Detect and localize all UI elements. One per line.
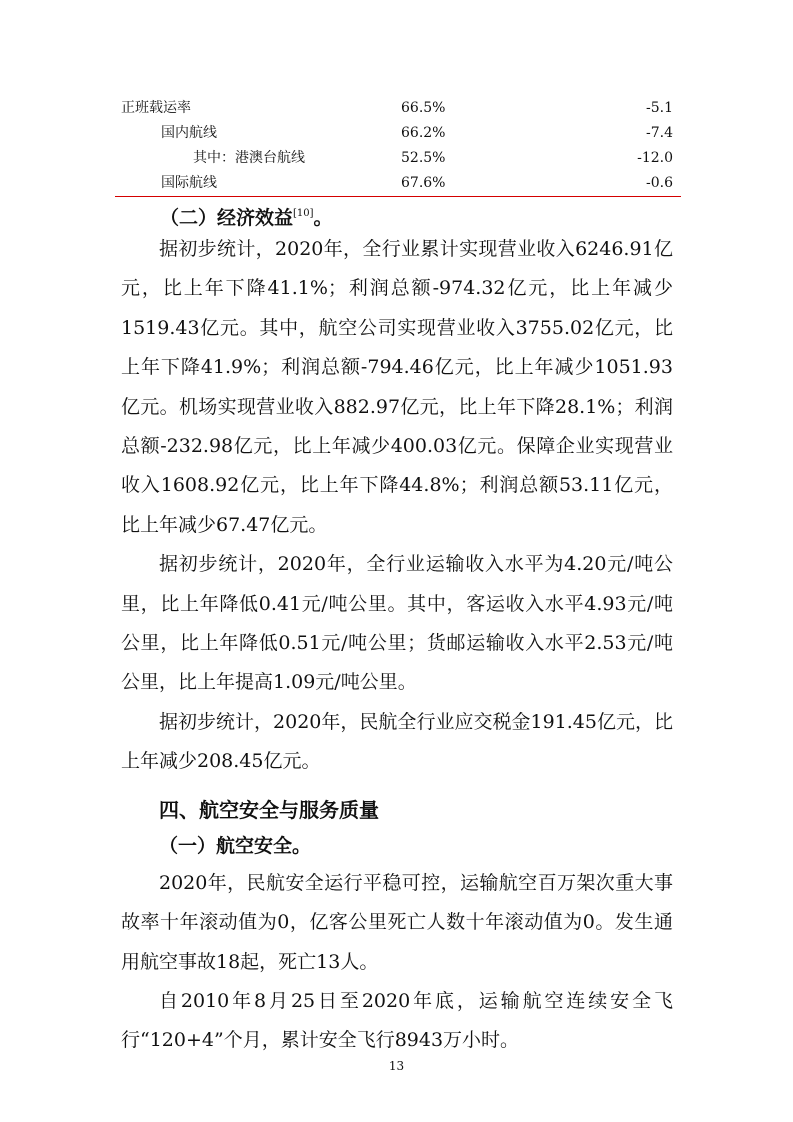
table-row bbox=[115, 96, 681, 121]
paragraph: 据初步统计，2020年，民航全行业应交税金191.45亿元，比上年减少208.45亿元。 bbox=[121, 710, 673, 773]
paragraph: 自2010年8月25日至2020年底，运输航空连续安全飞行“120+4”个月，累计安全飞行8943万小时。 bbox=[121, 989, 673, 1052]
row-value: 67.6% bbox=[401, 175, 446, 191]
row-value: 66.5% bbox=[401, 100, 446, 116]
row-label: 国内航线 bbox=[161, 125, 217, 141]
statistics-table bbox=[115, 96, 681, 196]
document-body bbox=[121, 230, 673, 1061]
paragraph: 2020年，民航安全运行平稳可控，运输航空百万架次重大事故率十年滚动值为0，亿客公里死亡人数十年滚动值为0。发生通用航空事故18起，死亡13人。 bbox=[121, 871, 673, 973]
row-change: -0.6 bbox=[646, 175, 673, 191]
paragraph: 据初步统计，2020年，全行业运输收入水平为4.20元/吨公里，比上年降低0.41元/吨公里。其中，客运收入水平4.93元/吨公里，比上年降低0.51元/吨公里；货邮运输收入水平2.53元/吨公里，比上年提高1.09元/吨公里。 bbox=[121, 553, 673, 694]
table-bottom-rule bbox=[115, 196, 681, 197]
row-change: -5.1 bbox=[646, 100, 673, 116]
table-row bbox=[115, 146, 681, 171]
reference-link[interactable]: [10] bbox=[293, 208, 314, 219]
heading-end: 。 bbox=[313, 207, 333, 229]
table-row bbox=[115, 171, 681, 196]
row-change: -7.4 bbox=[646, 125, 673, 141]
section-heading-aviation-safety: （一）航空安全。 bbox=[159, 834, 312, 857]
heading-text: （二）经济效益 bbox=[160, 207, 294, 229]
section-heading-economic-benefit bbox=[160, 199, 333, 233]
paragraph: 据初步统计，2020年，全行业累计实现营业收入6246.91亿元，比上年下降41.1%；利润总额-974.32亿元，比上年减少1519.43亿元。其中，航空公司实现营业收入3755.02亿元，比上年下降41.9%；利润总额-794.46亿元，比上年减少1051.93亿元。机场实现营业收入882.97亿元，比上年下降28.1%；利润总额-232.98亿元，比上年减少400.03亿元。保障企业实现营业收入1608.92亿元，比上年下降44.8%；利润总额53.11亿元，比上年减少67.47亿元。 bbox=[121, 238, 673, 536]
row-change: -12.0 bbox=[637, 150, 673, 166]
row-label: 国际航线 bbox=[161, 175, 217, 191]
row-label: 其中：港澳台航线 bbox=[193, 150, 305, 166]
table-row bbox=[115, 121, 681, 146]
row-value: 66.2% bbox=[401, 125, 446, 141]
chapter-heading: 四、航空安全与服务质量 bbox=[159, 797, 379, 822]
row-label: 正班载运率 bbox=[121, 100, 191, 116]
row-value: 52.5% bbox=[401, 150, 446, 166]
page-number: 13 bbox=[388, 1059, 405, 1073]
